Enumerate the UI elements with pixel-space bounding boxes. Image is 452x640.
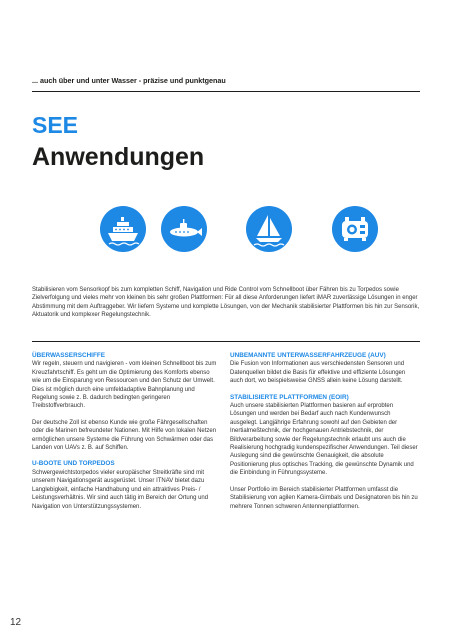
title-see: SEE — [32, 112, 79, 138]
heading-submarines-torpedos: U-BOOTE UND TORPEDOS — [32, 460, 115, 468]
tagline: ... auch über und unter Wasser - präzise und punktgenau — [32, 76, 226, 85]
title-anwendungen: Anwendungen — [32, 143, 205, 171]
paragraph-submarines-torpedos: Schwergewichtstorpedos vieler europäischer Streitkräfte sind mit unserem Navigationsgerät ausgerüstet. Unser ITNAV bietet dazu Langlebigkeit, einfache Handhabung und ein attraktives Preis- / Leistungsverhältnis. Wir sind auch tätig im Bereich der Ortung und Navigation von Unterstützungssystemen. — [32, 469, 209, 510]
intro-text: Stabilisieren vom Sensorkopf bis zum kompletten Schiff, Navigation und Ride Control vom Schnellboot über Fähren bis zu Torpedos sowie Zielverfolgung und vieles mehr von kleinen bis sehr großen Plattformen: Für all diese Anforderungen liefert iMAR zuverlässige Lösungen in enger Abstimmung mit dem Auftraggeber. Wir liefern Systeme und komplette Lösungen, von der Mechanik stabilisierter Plattformen bis hin zur Sensorik, Aktuatorik und komplexer Regelungstechnik. — [32, 287, 420, 319]
paragraph-stabilized-platforms-2: Unser Portfolio im Bereich stabilisierter Plattformen umfasst die Stabilisierung von agilen Kamera-Gimbals und Designatoren bis hin zu mehrere Tonnen schweren Antennenplattformen. — [230, 486, 418, 510]
submarine-icon — [161, 206, 207, 252]
page-number: 12 — [10, 617, 22, 628]
ship-icon — [100, 206, 146, 252]
heading-surface-ships: ÜBERWASSERSCHIFFE — [32, 352, 106, 359]
sailboat-icon — [246, 206, 292, 252]
heading-stabilized-platforms: STABILISIERTE PLATTFORMEN (EOIR) — [230, 393, 349, 401]
paragraph-auv: Die Fusion von Informationen aus verschiedensten Sensoren und Datenquellen bildet die Basis für effektive und effiziente Lösungen auch dort, wo beispielsweise GNSS allein keine Lösung darstellt. — [230, 361, 406, 385]
paragraph-surface-ships-1: Wir regeln, steuern und navigieren - vom kleinen Schnellboot bis zum Kreuzfahrtschiff. Es geht um die Optimierung des Komforts ebenso wie um die Einsparung von Ressourcen und den Schutz der Umwelt. Dies ist möglich durch eine umfeldadaptive Bahnplanung und Regelung sowie z. B. dadurch bedingten geringeren Treibstoffverbrauch. — [32, 361, 217, 410]
heading-auv: UNBEMANNTE UNTERWASSERFAHRZEUGE (AUV) — [230, 352, 386, 359]
divider-middle — [32, 341, 420, 342]
application-icons — [0, 206, 452, 252]
divider-top — [32, 91, 420, 92]
paragraph-surface-ships-2: Der deutsche Zoll ist ebenso Kunde wie große Fährgesellschaften oder die Marinen befreundeter Nationen. Mit Hilfe von lokalen Netzen ermöglichen unsere Systeme die Führung von Schwärmen oder das Landen von UAVs z. B. auf Schiffen. — [32, 419, 217, 452]
underwater-drone-icon — [332, 206, 378, 252]
left-column — [32, 352, 220, 511]
right-column — [230, 352, 418, 511]
paragraph-stabilized-platforms-1: Auch unsere stabilisierten Plattformen basieren auf erprobten Lösungen und werden bei Bedarf auch nach Kundenwunsch ausgelegt. Langjährige Erfahrung sowohl auf den Gebieten der Inertialmeßtechnik, der hochgenauen Antriebstechnik, der Bildverarbeitung sowie der Regelungstechnik erlaubt uns auch die Realisierung hochgradig kundenspezifischer Anwendungen. Teil dieser Auslegung sind die gewünschte Genauigkeit, die absolute Positionierung plus optisches Tracking, die gewünschte Dynamik und die Einbindung in Führungssysteme. — [230, 403, 418, 477]
